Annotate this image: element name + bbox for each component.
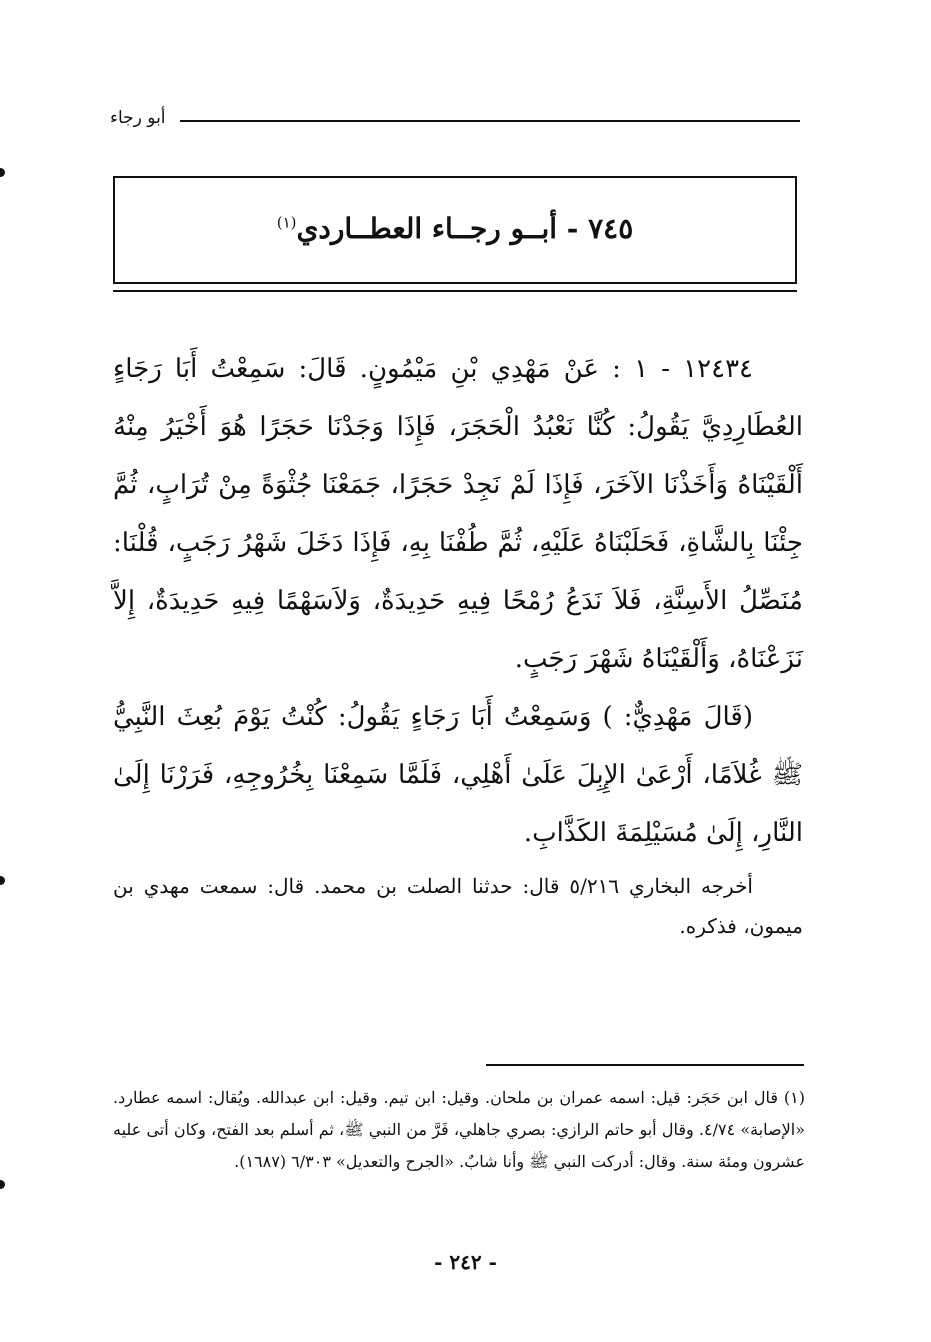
entry-title-box [113,176,797,284]
footnote-separator [486,1064,804,1066]
running-title: أبو رجاء [110,108,166,128]
edge-mark [0,876,5,885]
hadith-paragraph-2: (قَالَ مَهْدِيٌّ: ) وَسَمِعْتُ أَبَا رَجَاءٍ يَقُولُ: كُنْتُ يَوْمَ بُعِثَ النَّبِيُّ ﷺ غُلاَمًا، أَرْعَىٰ الإِبِلَ عَلَىٰ أَهْلِي، فَلَمَّا سَمِعْنَا بِخُرُوجِهِ، فَرَرْنَا إِلَىٰ النَّارِ، إِلَىٰ مُسَيْلِمَةَ الكَذَّابِ. [113,702,803,848]
hadith-paragraph-1: ١٢٤٣٤ - ١ : عَنْ مَهْدِي بْنِ مَيْمُونٍ. قَالَ: سَمِعْتُ أَبَا رَجَاءٍ العُطَارِدِيَّ يَقُولُ: كُنَّا نَعْبُدُ الْحَجَرَ، فَإِذَا وَجَدْنَا حَجَرًا هُوَ أَخْيَرُ مِنْهُ أَلْقَيْنَاهُ وَأَخَذْنَا الآخَرَ، فَإِذَا لَمْ نَجِدْ حَجَرًا، جَمَعْنَا جُثْوَةً مِنْ تُرَابٍ، ثُمَّ جِئْنَا بِالشَّاةِ، فَحَلَبْنَاهُ عَلَيْهِ، ثُمَّ طُفْنَا بِهِ، فَإِذَا دَخَلَ شَهْرُ رَجَبٍ، قُلْنَا: مُنَصِّلُ الأَسِنَّةِ، فَلاَ نَدَعُ رُمْحًا فِيهِ حَدِيدَةٌ، وَلاَسَهْمًا فِيهِ حَدِيدَةٌ، إِلاَّ نَزَعْنَاهُ، وَأَلْقَيْنَاهُ شَهْرَ رَجَبٍ. [113,354,803,674]
header-rule [180,120,800,122]
entry-title [115,212,795,245]
footnote-text: (١) قال ابن حَجَر: قيل: اسمه عمران بن ملحان. وقيل: ابن تيم. وقيل: ابن عبدالله. ويُقال: اسمه عطارد. «الإصابة» ٤/٧٤. وقال أبو حاتم الرازي: بصري جاهلي، فَرَّ من النبي ﷺ، ثم أسلم بعد الفتح، وكان أتى عليه عشرون ومئة سنة. وقال: أدركت النبي ﷺ وأنا شابٌ. «الجرح والتعديل» ٦/٣٠٣ (١٦٨٧). [113,1088,805,1171]
edge-mark [0,168,5,177]
edge-mark [0,1180,5,1189]
entry-title-text: ٧٤٥ - أبــو رجــاء العطــاردي [296,212,634,245]
hadith-text [113,340,803,862]
takhrij-text: أخرجه البخاري ٥/٢١٦ قال: حدثنا الصلت بن محمد. قال: سمعت مهدي بن ميمون، فذكره. [113,874,803,938]
title-underline-rule [113,290,797,292]
page-number: - ٢٤٢ - [434,1250,497,1274]
footnote-marker: (١) [276,213,297,232]
running-header [110,108,800,138]
